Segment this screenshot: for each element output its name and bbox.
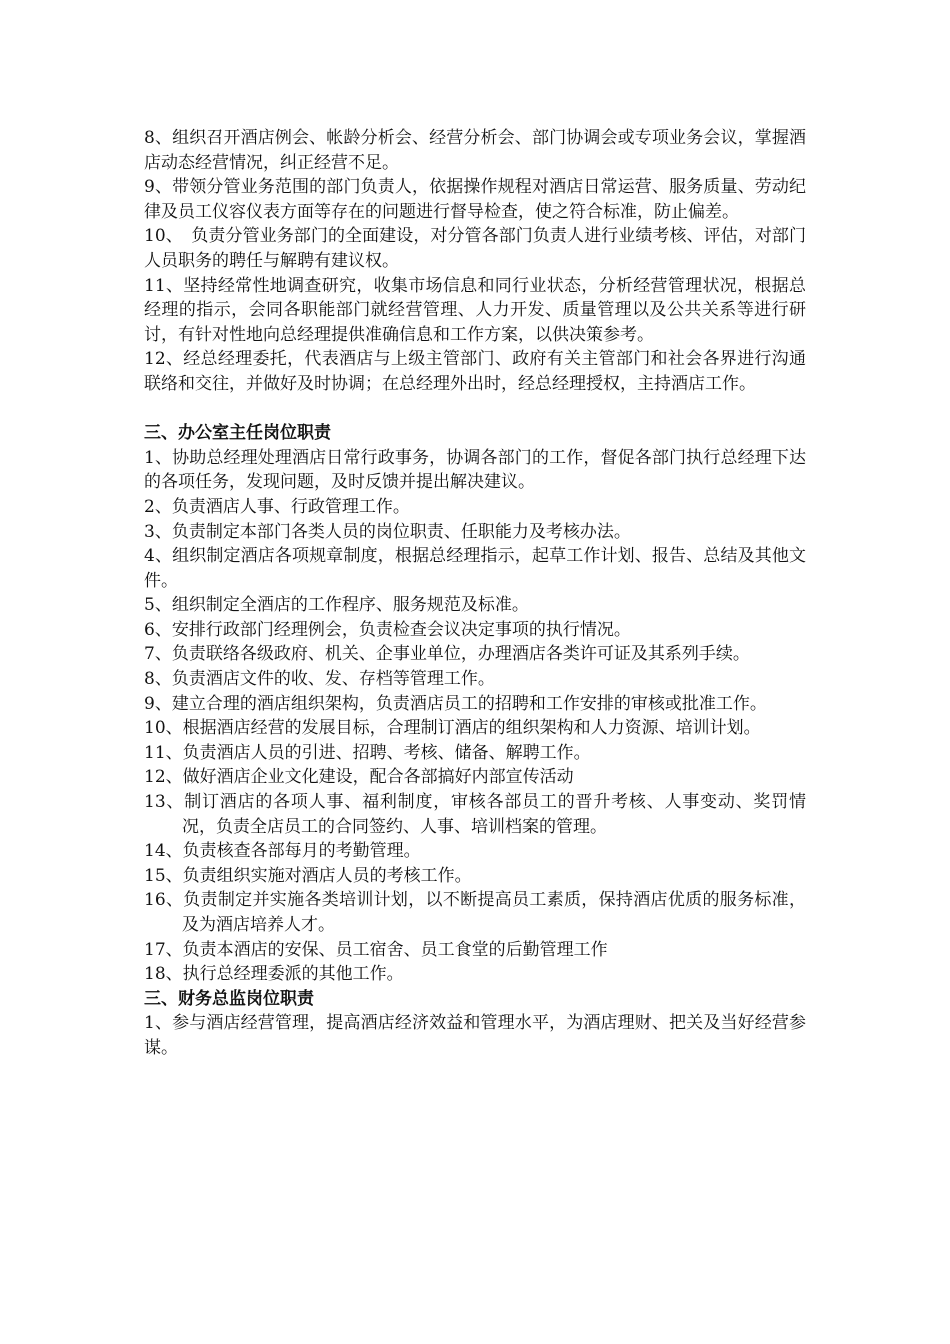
office-item-4: 4、组织制定酒店各项规章制度，根据总经理指示，起草工作计划、报告、总结及其他文件。	[144, 546, 806, 591]
office-item-11: 11、负责酒店人员的引进、招聘、考核、储备、解聘工作。	[144, 742, 591, 763]
office-item-10: 10、根据酒店经营的发展目标，合理制订酒店的组织架构和人力资源、培训计划。	[144, 718, 761, 739]
office-item-1: 1、协助总经理处理酒店日常行政事务，协调各部门的工作，督促各部门执行总经理下达的各项任务，发现问题，及时反馈并提出解决建议。	[144, 447, 806, 493]
section-heading-finance-director: 三、财务总监岗位职责	[144, 988, 314, 1009]
office-item-17: 17、负责本酒店的安保、员工宿舍、员工食堂的后勤管理工作	[144, 939, 608, 960]
office-item-2: 2、负责酒店人事、行政管理工作。	[144, 496, 410, 517]
document-page	[144, 126, 806, 1061]
office-item-8: 8、负责酒店文件的收、发、存档等管理工作。	[144, 669, 495, 690]
paragraph-10: 10、 负责分管业务部门的全面建设，对分管各部门负责人进行业绩考核、评估，对部门人员职务的聘任与解聘有建议权。	[144, 226, 806, 271]
office-item-16: 16、负责制定并实施各类培训计划，以不断提高员工素质，保持酒店优质的服务标准，及为酒店培养人才。	[144, 890, 806, 935]
office-item-14: 14、负责核查各部每月的考勤管理。	[144, 841, 421, 862]
paragraph-9: 9、带领分管业务范围的部门负责人，依据操作规程对酒店日常运营、服务质量、劳动纪律及员工仪容仪表方面等存在的问题进行督导检查，使之符合标准，防止偏差。	[144, 177, 806, 222]
office-item-6: 6、安排行政部门经理例会，负责检查会议决定事项的执行情况。	[144, 619, 631, 640]
office-item-7: 7、负责联络各级政府、机关、企事业单位，办理酒店各类许可证及其系列手续。	[144, 644, 750, 665]
office-item-3: 3、负责制定本部门各类人员的岗位职责、任职能力及考核办法。	[144, 521, 631, 542]
blank-line	[144, 397, 806, 422]
paragraph-12: 12、经总经理委托，代表酒店与上级主管部门、政府有关主管部门和社会各界进行沟通联络和交往，并做好及时协调；在总经理外出时，经总经理授权，主持酒店工作。	[144, 349, 806, 394]
office-item-18: 18、执行总经理委派的其他工作。	[144, 964, 404, 985]
finance-item-1: 1、参与酒店经营管理，提高酒店经济效益和管理水平，为酒店理财、把关及当好经营参谋。	[144, 1013, 806, 1058]
paragraph-11: 11、坚持经常性地调查研究，收集市场信息和同行业状态，分析经营管理状况，根据总经理的指示，会同各职能部门就经营管理、人力开发、质量管理以及公共关系等进行研讨，有针对性地向总经理提供准确信息和工作方案，以供决策参考。	[144, 275, 806, 345]
office-item-9: 9、建立合理的酒店组织架构，负责酒店员工的招聘和工作安排的审核或批准工作。	[144, 693, 767, 714]
office-item-5: 5、组织制定全酒店的工作程序、服务规范及标准。	[144, 595, 529, 616]
paragraph-8: 8、组织召开酒店例会、帐龄分析会、经营分析会、部门协调会或专项业务会议，掌握酒店动态经营情况，纠正经营不足。	[144, 128, 806, 173]
office-item-15: 15、负责组织实施对酒店人员的考核工作。	[144, 865, 472, 886]
office-item-12: 12、做好酒店企业文化建设，配合各部搞好内部宣传活动	[144, 767, 574, 788]
section-heading-office-director: 三、办公室主任岗位职责	[144, 423, 331, 444]
office-item-13: 13、制订酒店的各项人事、福利制度，审核各部员工的晋升考核、人事变动、奖罚情况，负责全店员工的合同签约、人事、培训档案的管理。	[144, 792, 806, 837]
